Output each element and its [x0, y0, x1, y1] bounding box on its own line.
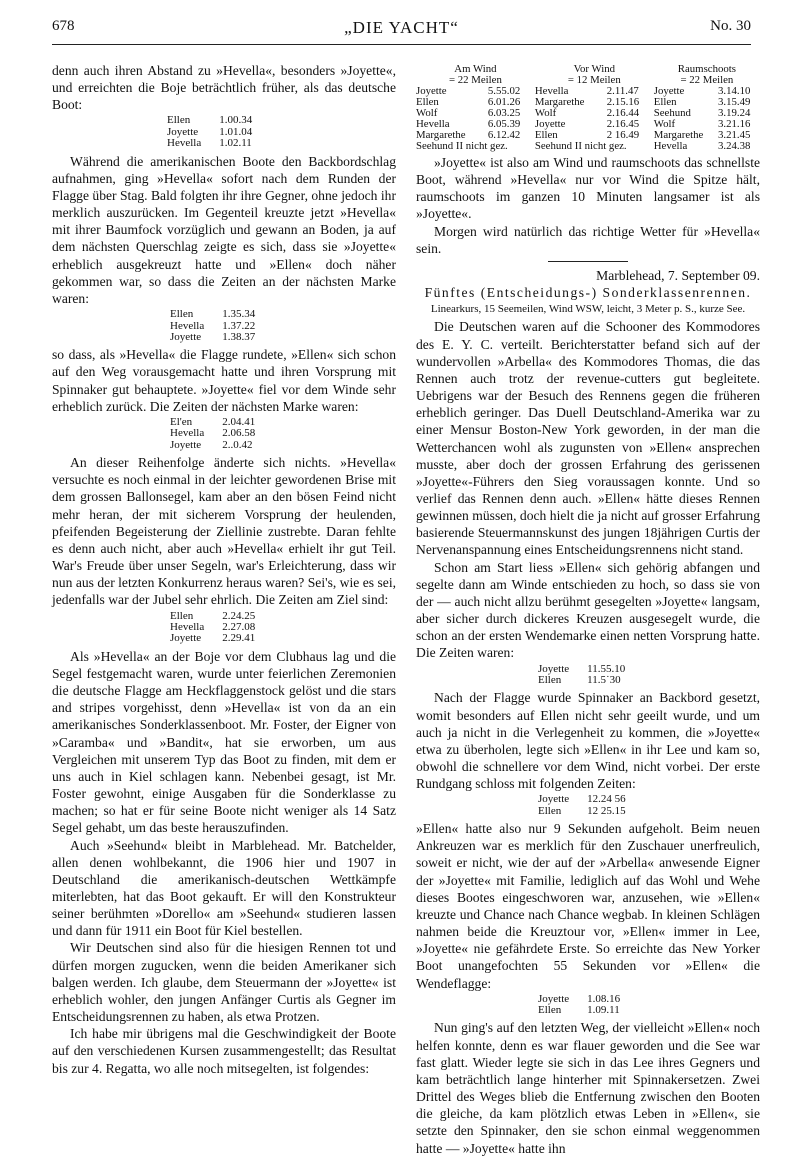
- boat-time: 1.38.37: [222, 330, 256, 343]
- race-details: Linearkurs, 15 Seemeilen, Wind WSW, leicht, 3 Meter p. S., kurze See.: [430, 303, 746, 316]
- table-row: Wolf 6.03.25 Wolf 2.16.44 Seehund 3.19.24: [416, 107, 751, 119]
- paragraph: Wir Deutschen sind also für die hiesigen Rennen tot und dürfen morgen zugucken, wenn die beiden Amerikaner sich balgen werden. Ich glaube, dem Steuermann der »Joyette« ist erheblich wohler, den jungen Anfänger Curtis als Gegner im Entscheidungsrennen zu haben, als etwa Protzen.: [52, 940, 396, 1025]
- right-column: [416, 64, 760, 1157]
- times-table: [170, 417, 396, 451]
- section-divider: [548, 261, 628, 262]
- boat-time: 1.08.16: [587, 992, 621, 1005]
- table-row: Ellen 6.01.26 Margarethe 2.15.16 Ellen 3.15.49: [416, 96, 751, 108]
- issue-number: No. 30: [710, 18, 751, 34]
- boat-name: Joyette: [538, 662, 570, 675]
- table-row: [170, 440, 255, 451]
- boat-name: Joyette: [170, 632, 202, 645]
- paragraph: Die Deutschen waren auf die Schooner des Kommodores des E. Y. C. verteilt. Berichterstatter befand sich auf der wundervollen »Arbella« des Kommodores Thomas, die das Rennen auch trotz der revenue-cutters gut begleitete. Uebrigens war der Besuch des Rennens gegen die früheren erheblich geringer. Das Duell Deutschland-Amerika war zu einer Mensur Boston-New York geworden, in der man die Wetterchancen wohl als zugunsten von »Ellen« ansprechen musste, aber doch der grossen Erfahrung des gerissenen »Joyette«-Führers den Sieg voraussagen konnte. Und so verlief das Rennen denn auch. »Ellen« hätte dieses Rennen gewinnen müssen, doch hielt die ja nicht auf grosser Erfahrung basierende Steuermannskunst des jungen 18jährigen Curtis der Nervenanspannung eines Entscheidungsrennens nicht stand.: [416, 319, 760, 558]
- boat-time: 11.5˙30: [587, 673, 621, 686]
- place-date: Marblehead, 7. September 09.: [596, 267, 760, 283]
- speed-table: [416, 64, 760, 152]
- table-row: Hevella 6.05.39 Joyette 2.16.45 Wolf 3.21.16: [416, 118, 751, 130]
- boat-name: Ellen: [538, 673, 562, 686]
- boat-name: Ellen: [538, 804, 562, 817]
- paragraph: Nach der Flagge wurde Spinnaker an Backbord gesetzt, womit besonders auf Ellen nicht sehr geeilt wurde, und um auch ja nicht in die Verlegenheit zu kommen, die »Joyette« etwa zu überholen, legte sich »Ellen« in ihr Lee und kam so, obwohl die schnellere vor dem Wind, nicht vorbei. Der erste Rundgang schloss mit folgenden Zeiten:: [416, 690, 760, 792]
- boat-time: 2..0.42: [222, 438, 253, 451]
- boat-name: Joyette: [170, 330, 202, 343]
- boat-time: 2.24.25: [222, 609, 256, 622]
- boat-name: Joyette: [538, 793, 570, 806]
- boat-time: 12.24 56: [587, 793, 626, 806]
- boat-name: Hevella: [167, 137, 202, 150]
- boat-name: El'en: [170, 415, 193, 428]
- table-row: [170, 633, 255, 644]
- table-row: [538, 806, 626, 817]
- left-column: [52, 62, 396, 1077]
- paragraph: An dieser Reihenfolge änderte sich nichts. »Hevella« versuchte es noch einmal in der leichter gewordenen Brise mit dem grossen Ballonsegel, kam aber an den bösen Feind nicht mehr heran, der mit sicherem Vorsprung der heulenden, pfeifenden Begeisterung der Ziellinie zustrebte. Daran fehlte es denn auch nicht, aber auch »Hevella« erhielt ihr gut Teil. War's Freude über unser Segeln, war's Erleichterung, dass wir nun aus der letzten Konkurrenz heraus waren? Sei's, wie es sei, jedenfalls war der Jubel sehr ehrlich. Die Zeiten am Ziel sind:: [52, 455, 396, 608]
- table-row: Margarethe 6.12.42 Ellen 2 16.49 Margarethe 3.21.45: [416, 129, 751, 141]
- boat-name: Joyette: [167, 125, 199, 138]
- boat-time: 1.02.11: [219, 137, 252, 150]
- column-header: Raumschoots: [677, 63, 736, 75]
- boat-time: 1.37.22: [222, 319, 256, 332]
- boat-time: 1.35.34: [222, 308, 256, 321]
- header-rule: [52, 44, 751, 45]
- table-row: [170, 332, 255, 343]
- table-row: [167, 138, 252, 149]
- boat-name: Ellen: [170, 308, 194, 321]
- boat-time: 12 25.15: [587, 804, 626, 817]
- paragraph: »Joyette« ist also am Wind und raumschoots das schnellste Boot, während »Hevella« nur vor Wind die Spitze hält, raumschoots im ganzen 10 Minuten langsamer ist als »Joyette«.: [416, 155, 760, 222]
- column-header: Am Wind: [454, 63, 497, 75]
- paragraph: Als »Hevella« an der Boje vor dem Clubhaus lag und die Segel festgemacht waren, wurde unter feierlichen Zeremonien die deutsche Flagge am Heckflaggenstock gelöst und die stars and stripes vorgehisst, denn »Hevella« ist von da an ein amerikanisches Sonderklassenboot. Mr. Foster, der Eigner von »Caramba« und »Bandit«, hat sie erworben, um aus Vergleichen mit unserem Typ das Boot zu finden, mit dem er uns auch in Kiel schlagen kann. Nebenbei gesagt, ist Mr. Foster gewohnt, einige Ausgaben für die Sonderklasse zu machen; so hat er für seine Boote nicht weniger als 14 Satz Segel gehabt, um das beste herauszufinden.: [52, 648, 396, 836]
- paragraph: denn auch ihren Abstand zu »Hevella«, besonders »Joyette«, und erreichten die Boje beträchtlich früher, als das deutsche Boot:: [52, 63, 396, 113]
- race-heading: Fünftes (Entscheidungs-) Sonderklassenrennen.: [424, 285, 752, 301]
- boat-time: 2.04.41: [222, 415, 256, 428]
- boat-name: Joyette: [538, 992, 570, 1005]
- boat-name: Ellen: [170, 609, 194, 622]
- table-row: Seehund II nicht gez. Seehund II nicht gez. Hevella 3.24.38: [416, 140, 751, 152]
- page-number: 678: [52, 18, 75, 34]
- paragraph: Schon am Start liess »Ellen« sich gehörig abfangen und segelte dann am Winde entschieden zu hoch, so dass sie von der — auch nicht allzu berühmt gesegelten »Joyette« langsam, aber sicher durch dickeres Kreuzen ausgesegelt wurde, die schon an der ersten Wendemarke einen netten Vorsprung hatte. Die Zeiten waren:: [416, 559, 760, 661]
- paragraph: Auch »Seehund« bleibt in Marblehead. Mr. Batchelder, allen denen wohlbekannt, die 1906 hier und 1907 in Deutschland die amerikanisch-deutschen Wettkämpfe miterlebten, hat das Boot gekauft. Er will den Konstrukteur seiner berühmten »Dorello« am »Seehund« studieren lassen und dann für 1911 ein Boot für Kiel bestellen.: [52, 837, 396, 939]
- paragraph: Morgen wird natürlich das richtige Wetter für »Hevella« sein.: [416, 223, 760, 256]
- times-table: [538, 994, 760, 1017]
- table-row: Joyette 5.55.02 Hevella 2.11.47 Joyette 3.14.10: [416, 85, 751, 97]
- paragraph: Ich habe mir übrigens mal die Geschwindigkeit der Boote auf den verschiedenen Kursen zusammengestellt; das Resultat bis zur 4. Regatta, wo alle noch mitsegelten, ist folgendes:: [52, 1026, 396, 1076]
- page-header: [52, 18, 751, 44]
- column-subheader: = 22 Meilen: [449, 74, 502, 86]
- boat-time: 1.00.34: [219, 114, 253, 127]
- paragraph: so dass, als »Hevella« die Flagge rundete, »Ellen« sich schon auf den Weg vorausgemacht hatte und ihren Vorsprung mit Spinnaker gut behauptete. »Joyette« fiel vor dem Winde sehr erheblich zurück. Die Zeiten der nächsten Marke waren:: [52, 347, 396, 414]
- boat-time: 2.27.08: [222, 620, 256, 633]
- boat-name: Hevella: [170, 427, 205, 440]
- boat-name: Ellen: [538, 1004, 562, 1017]
- boat-name: Ellen: [167, 114, 191, 127]
- boat-time: 1.09.11: [587, 1004, 620, 1017]
- times-table: [167, 115, 396, 149]
- column-subheader: = 22 Meilen: [680, 74, 734, 86]
- paragraph: Nun ging's auf den letzten Weg, der vielleicht »Ellen« noch helfen konnte, denn es war flauer geworden und die See war fast glatt. Wieder legte sie sich in das Lee ihres Gegners und kam beträchtlich lange hinterher mit Spinnakersetzen. Zwei Drittel des Weges blieb die Entfernung zwischen den Booten die gleiche, da kam plötzlich etwas Leben in »Ellen«, sie setzte den Spinnaker, den sie schon einmal weggenommen hatte — »Joyette« hatte ihn: [416, 1020, 760, 1156]
- times-table: [170, 611, 396, 645]
- boat-name: Hevella: [170, 319, 205, 332]
- paragraph: »Ellen« hatte also nur 9 Sekunden aufgeholt. Beim neuen Ankreuzen war es merklich für den Zuschauer unerfreulich, soweit er nicht, wie der auf der »Arbella« anwesende Eigner der »Joyette« mit Familie, lediglich auf das Wohl und Wehe dieses Bootes eingeschworen war, anzusehen, wie »Ellen« kreuzte und Chance nach Chance wegbab. In kleinen Schlägen nahmen beide die Kreuztour vor, »Ellen« immer in Lee, »Joyette« nie gefährdete Erste. So erreichte das New Yorker Boot unangefochten 55 Sekunden vor »Ellen« die Wendeflagge:: [416, 821, 760, 991]
- times-table: [538, 664, 760, 687]
- table-row: [538, 675, 625, 686]
- times-table: [170, 309, 396, 343]
- table-row: [170, 309, 255, 320]
- times-table: [538, 794, 760, 817]
- magazine-title: „DIE YACHT“: [344, 18, 459, 37]
- column-header: Vor Wind: [573, 63, 616, 75]
- boat-time: 2.29.41: [222, 632, 256, 645]
- boat-time: 1.01.04: [219, 125, 253, 138]
- table-row: [538, 794, 626, 805]
- boat-time: 2.06.58: [222, 427, 256, 440]
- table-row: [538, 1005, 620, 1016]
- boat-name: Joyette: [170, 438, 202, 451]
- boat-time: 11.55.10: [587, 662, 626, 675]
- paragraph: Während die amerikanischen Boote den Backbordschlag aufnahmen, ging »Hevella« sofort nach dem Runden der Flagge über Stag. Bald folgten ihr ihre Gegner, ohne jedoch ihr merklich auszurücken. Im Gegenteil kreuzte jetzt »Hevella« mit ihrer Baumfock vorzüglich und gewann an Boden, ja auf dem nächsten Querschlag zeigte es sich, dass sie »Joyette« erheblich ausgekreuzt hatte und »Ellen« doch näher gekommen war, so dass die Zeiten an der nächsten Marke waren:: [52, 153, 396, 306]
- boat-name: Hevella: [170, 620, 205, 633]
- column-subheader: = 12 Meilen: [567, 74, 621, 86]
